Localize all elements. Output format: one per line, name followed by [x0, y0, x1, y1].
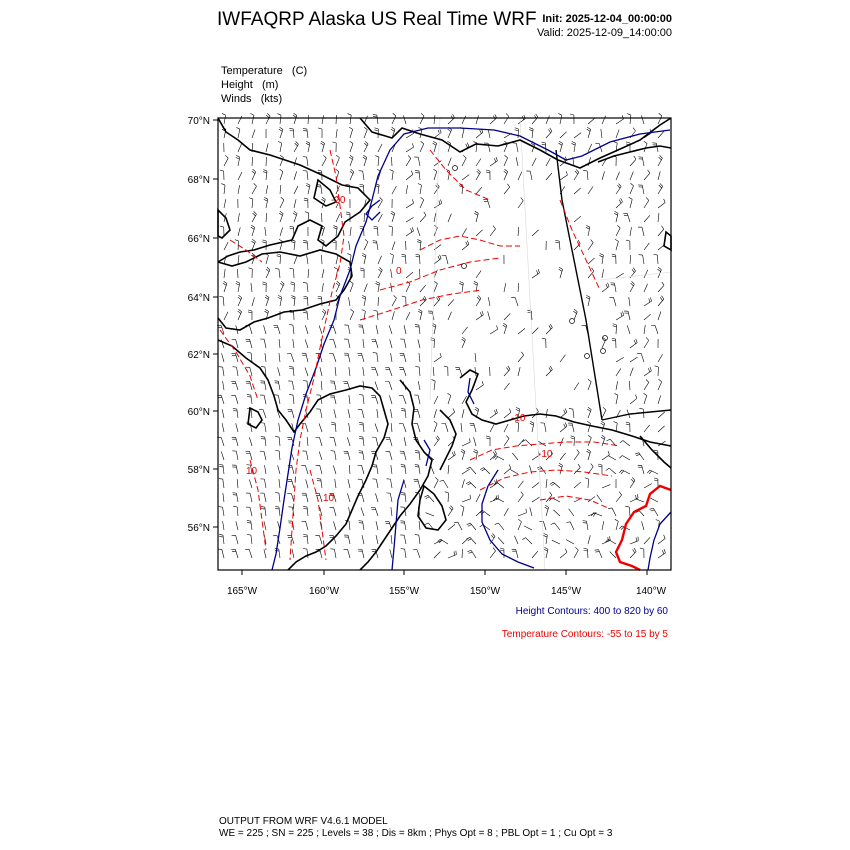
- temp-label: -10: [511, 413, 526, 424]
- chart-title: IWFAQRP Alaska US Real Time WRF: [217, 9, 537, 30]
- lat-label: 62°N: [187, 350, 210, 361]
- temp-label: 0: [396, 266, 402, 277]
- lon-label: 165°W: [226, 586, 258, 597]
- map-panel: [217, 113, 671, 570]
- field-temperature: Temperature (C): [221, 65, 308, 77]
- valid-time: Valid: 2025-12-09_14:00:00: [537, 27, 672, 39]
- lat-label: 64°N: [187, 293, 210, 304]
- lon-label: 145°W: [550, 586, 582, 597]
- temperature-contours-caption: Temperature Contours: -55 to 15 by 5: [501, 629, 668, 640]
- temp-label: -10: [538, 449, 553, 460]
- lat-label: 58°N: [187, 465, 210, 476]
- lat-label: 70°N: [187, 116, 210, 127]
- lat-label: 60°N: [187, 407, 210, 418]
- lon-label: 150°W: [469, 586, 501, 597]
- temp-label: -20: [331, 195, 346, 206]
- field-winds: Winds (kts): [221, 93, 283, 105]
- init-time: Init: 2025-12-04_00:00:00: [542, 13, 672, 25]
- lat-label: 66°N: [187, 234, 210, 245]
- model-settings: WE = 225 ; SN = 225 ; Levels = 38 ; Dis = 8km ; Phys Opt = 8 ; PBL Opt = 1 ; Cu Opt = 3: [219, 828, 613, 839]
- lat-label: 56°N: [187, 523, 210, 534]
- field-height: Height (m): [221, 79, 279, 91]
- lon-label: 140°W: [635, 586, 667, 597]
- lon-label: 160°W: [308, 586, 340, 597]
- lat-label: 68°N: [187, 175, 210, 186]
- temp-label: 10: [323, 493, 335, 504]
- model-version: OUTPUT FROM WRF V4.6.1 MODEL: [219, 816, 388, 827]
- height-contours-caption: Height Contours: 400 to 820 by 60: [515, 606, 668, 617]
- temp-label: 10: [246, 466, 258, 477]
- lon-labels: [227, 586, 667, 597]
- lat-labels: [188, 116, 210, 534]
- lon-label: 155°W: [388, 586, 420, 597]
- model-footer: [219, 816, 612, 840]
